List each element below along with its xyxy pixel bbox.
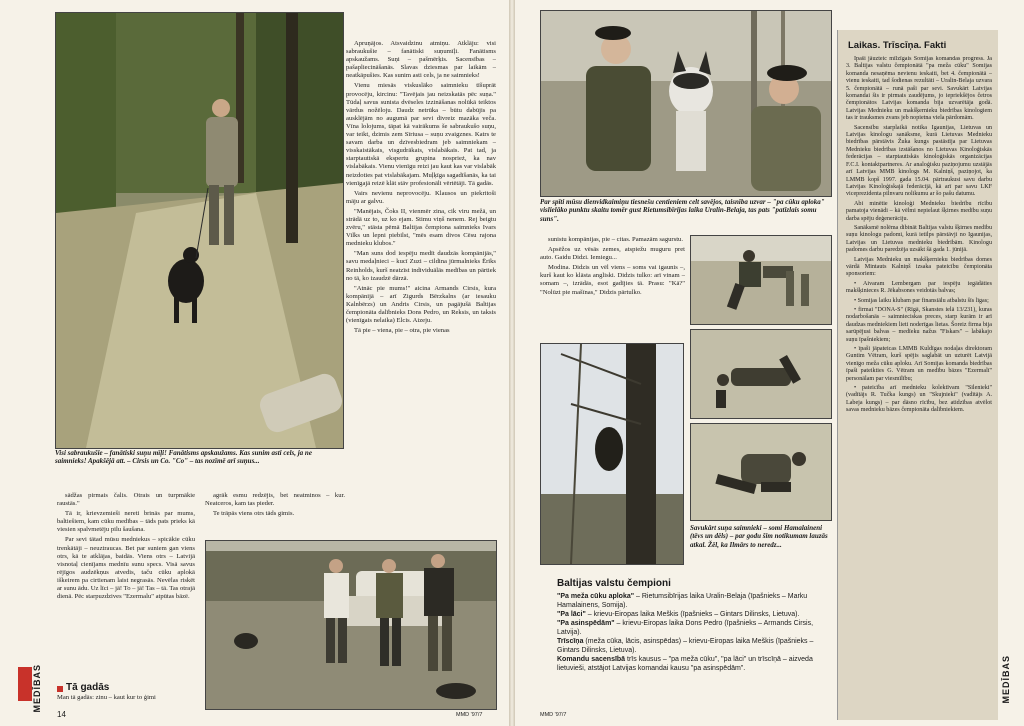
brand-color-block [18, 667, 32, 701]
champion-entry [557, 655, 837, 673]
forest-photo-illustration [56, 13, 343, 448]
champion-text: – Rietumsibīrijas laika Uralin-Belaja (īpašnieks – Marku Hamalainens, Somija). [557, 593, 808, 609]
photo-three-hunters [205, 540, 497, 710]
facts-sidebar [837, 30, 998, 720]
paragraph: • pateicība arī mednieku kolektīvam "Silenieki" (vadītājs R. Tučka kungs) un "Skujnieki" (vadītājs A. Labeja kungs) – par dāsno rīcību, bez atidzības atvēlot savas mednieku bāzes čempionāta dalībniekiem. [846, 385, 992, 414]
sidebar-title: Laikas. Trīscīņa. Fakti [848, 40, 947, 51]
paragraph: Sacensību starplaikā notika Igaunijas, Lietuvas un Latvijas kinologu sanāksme, kurā Lietuvas Mednieku biedrības pārstāvis Žuka kungs pastāstīja par Lietuvas Mednieku biedrības izstāšanos no Lietuvas Kinoloģiskās federācijas – starptautiskās kinoloģiskās organizācijas F.C.I. kontaktpartneres. Ar analoģisku paziņojumu uzstājās arī Latvijas MMB kinologs M. Kalniņš, paziņojot, ka LMMB kopš 1997. gada 15.04. pārtraukusi savu darbu Latvijas Kinoloģiskajā federācijā, kā arī par savu LKF viceprezidenta pilnvaru nolikumu ar šo pašu datumu. [846, 124, 992, 198]
photo-wrestling-1 [690, 235, 832, 325]
champion-text: trīs kausus – "pa meža cūku", "pa lāci" un trīscīņā – aizveda lietuvieši, atstājot Latvijas komandai kausu "pa asinspēdām". [557, 656, 813, 672]
paragraph: Īpaši jāuzteic mīlzīgais Somijas komandas progress. Ja 3. Baltijas valstu čempionātā "pa meža cūku" Somijas komanda nesaņēma nevienu ieskaiti, bet 4. čempionātā – vienu ieskaiti, tad šodienas rezultāti – Uralin-Belaja uzvara 5. čempionātā – runā paši par sevi. Savukārt Latvijas komandai šis ir pirmais zaudējums, jo iepriekšējos četros čempionātos Latvijas komanda bija uzvarētāja godā. Latvijas Mednieku un makšķernieku biedrības kinologiem tas ir trauksmes zvans jeb nopietna viela pārdomām. [846, 56, 992, 122]
champion-label: Komandu sacensībā [557, 656, 626, 663]
wrestling-photo-illustration [691, 236, 831, 324]
sidebar-text [846, 56, 992, 716]
paragraph: Apruņājos. Atsvaidzinu atmiņu. Atklāju: visi sabraukušie – fanātiski suņumīļi. Fanātisms apskaužams. Suņi – pašmērķis. Sacensības – pašapliecināšanās. Slavas dziesmas par laikām – neatkāpušies. Kas sunim asti cels, ja ne saimnieks! [346, 40, 496, 80]
champion-label: "Pa asinspēdām" [557, 620, 615, 627]
champion-text: – krievu-Eiropas laika Meškis (īpašnieks – Gintars Dilinsks, Lietuva). [585, 611, 800, 618]
photo-man-with-dog [55, 12, 344, 449]
photo-tree-with-hat [540, 343, 684, 565]
paragraph: Abi minētie kinoloģi Mednieku biedrību rīcību pamatoja vienādi – kā vēlmi nepielaut šķirnes medību suņu darba spēju deģenerāciju. [846, 200, 992, 222]
paragraph: Tā ir, krievzemieši nereti brinās par mums, baltiešiem, kam cūku medības – tāds pats prieks kā viesien spalvmetēju pilu šaušana. [57, 510, 195, 534]
husky-photo-illustration [541, 11, 831, 196]
paragraph: Tā pie – viena, pie – otra, pie vienas [354, 327, 450, 335]
left-article-column [346, 40, 496, 505]
paragraph: Sanāksmē nolēma dibināt Baltijas valstu šķirnes medību suņu kinologu padomi, kurā ietilps pārstāvji no Igaunijas, Latvijas un Lietuvas mednieku biedrībām. Kinologu padomes darbu paredzēja uzsākt šā gada 1. jūnijā. [846, 224, 992, 254]
paragraph: sunistu kompānijas, pie – citas. Pamazām sagurstu. [548, 236, 683, 243]
champion-entry [557, 610, 837, 619]
champion-text: (meža cūka, lācis, asinspēdas) – krievu-Eiropas laika Meškis (īpašnieks – Gintars Dilinsks, Lietuva). [557, 638, 814, 654]
paragraph: "Manējais, Čoks II, vienmēr zina, cik viru mežā, un strādā uz to, uz ko ejam. Stimu viņš nenem. Rej beigtu zvēru," stāsta pēmā Baltijas čempiona saimnieks Ivars Vilks un lepni piebilst, "mēs esam divos Cēsu rajona mednieku klubos." [346, 207, 496, 248]
photo-top-caption: Visi sabraukušie – fanātiski suņu mīļi! Fanātisms apskaužams. Kas sunim asti cels, ja ne saimnieks! Apakšējā att. – Cirsis un Co. "Co" – tas nozīmē arī suņus... [55, 449, 312, 466]
left-page [0, 0, 509, 726]
champion-entry [557, 619, 837, 637]
section-text: Man tā gadās: zinu – kaut kur to ģimi [57, 694, 156, 701]
paragraph: "Atnāc pie mums!" aicina Armands Cirsis, kura kompānijā – arī Zigurds Bērzkalns (ar iesauku Kalnbērzs) un Andris Cirsis, un pagājušā Baltijas čempionāta dalībnieks Dons Pedro, un Reksis, un taksis (vienīgais nelaika) Elcis. Aizeju. [346, 284, 496, 325]
paragraph: • īpaši jāpateicas LMMB Kuldīgas nodaļas direktoram Guntim Vētram, kurš spējis saglabāt un uzturēt Latvijā vienīgo meža cūku aploku. Arī Somijas komanda biedrības īpaši pateikties G. Vētram un medību bāzes "Ezermalī" personālam par viesmīlību; [846, 346, 992, 382]
champion-label: Trīscīņa [557, 638, 584, 645]
photo-wrestling-3 [690, 423, 832, 521]
section-title: Tā gadās [66, 682, 110, 693]
paragraph: • Somijas laiku klubam par finansiālu atbalstu šīs līgas; [854, 297, 989, 304]
paragraph: Vienu miesās viskusläko saimnieku tīšuprāt provocēju, kircinu: "Tavējais jau neizskatās pēc suņa." Tūdaļ savus sunista dvēseles izzināšanas nolūkā teiktos vārdus nožēloju. Daudz netrūka – būtu dabūjis pa ausklējām no augumā par sevi divreiz mazāka veča. Vīna lolojums, tāpat kā vairākums še sabraukušo suņu, var teikt, dzimis zem Sīriusa – suņu zvaigznes. Katrs te savam darba un dzīvesbiedram jeb saimniekam – visskaistākais, visgudrākais, vislabākais. Pat tad, ja starptautiskā ekspertu grupina nosprież, ka nav vislabākais. Vienu vienīgu reizi jau kaut kas var vislabāk neizdoties pat vislabākajam. Muļķīga sagadīšanās, ka tai vienīgajā reizē klāt stāv profesionāli vērtētāji. Tā gadās. [346, 82, 496, 187]
brand-vertical: MEDĪBAS [1001, 655, 1011, 704]
brand-vertical: MEDĪBAS [32, 664, 42, 713]
photo-wrestling-2 [690, 329, 832, 419]
champion-text: – krievu-Eiropas laika Dons Pedro (īpašnieks – Armands Cirsis, Latvija). [557, 620, 814, 636]
side-photo-caption: Savukārt suņa saimnieki – somi Hamalaineni (tēvs un dēls) – par godu šim notikumam lauzās atkal. Žēl, ka Ilmārs to neredz... [690, 524, 828, 549]
hunters-photo-illustration [206, 541, 496, 709]
paragraph: Apsēžos uz vēsās zemes, atspiežu muguru pret auto. Gaidu Didzi. Iemiegu... [540, 246, 685, 262]
footer-issue: MMD '97/7 [540, 712, 567, 718]
bottom-middle-column [205, 492, 345, 536]
page-number: 14 [57, 710, 66, 719]
paragraph: Latvijas Mednieku un makšķernieku biedrības domes vārdā Mintauts Kalniņš izsaka pateicību čempionāta sponsoriem: [846, 256, 992, 278]
right-page [515, 0, 1024, 726]
champion-label: "Pa lāci" [557, 611, 586, 618]
wrestling-photo-illustration [691, 424, 831, 520]
top-photo-caption: Par spīti mūsu dienvidkaimiņu tiesnešu centieniem celt savējos, taisnība uzvar – "pa cūku aploka" vislielāko punktu skaitu tomēr gust Rietumsibīrijas laika Uralin-Belaja, tas pats "patīzlais somu suns". [540, 198, 825, 223]
champions-title: Baltijas valstu čempioni [557, 578, 671, 589]
paragraph: agrāk esmu redzējis, bet neatminos – kur. Neatceros, kam tas pieder. [205, 492, 345, 508]
paragraph: Par sevi tātad mūsu medniekus – spicākie cūku trenkātāji – neuztraucas. Bet par suniem gan viens otrs, kā te atklājas, baidās. Viens otrs – Latvijā visnotaļ cienījams mednīu sunu specs. Visā savus rējīgos audzēkņus atvedis, taču cūku aplokā iškeirem pa cirtienam laist negrasās. Nevēlas riskēt ar sunu ādu. Uz līci – jā! To – jā! Tas – tā. Tas otrajā dienā. Pēc starpuzdzives "Ezermalu" atpūtas bāzē. [57, 536, 195, 601]
paragraph: Te trāpās viens otrs tāds gimis. [213, 510, 295, 518]
footer-issue: MMD '97/7 [456, 712, 483, 718]
paragraph: • Aivaram Lembergam par iespēju iegādāties makšķinieces R. Jēkabsones veidotās balvas; [846, 280, 992, 295]
paragraph: Modina. Didzis un vēl viens – soms vai igaunis –, kurš kaut ko klāsta angliski. Didzis tulko: arī vinam – somam –, izrādās, esot gadījies tā. Prasu: "Kā?" "Nolūzt pie mašīnas," Didzis pārtulko. [540, 264, 685, 296]
paragraph: sādžas pirmais čalis. Otrais un turpmākie raustās." [57, 492, 195, 508]
champion-label: "Pa meža cūku aploka" [557, 593, 635, 600]
champion-entry [557, 637, 837, 655]
paragraph: "Man suns dod iespēju medīt daudzās kompānijās," savu medaļnieci – kucī Zuzi – cildina jūrmalnieks Ēriks Reinholds, kurš neatzīst individuālās medības un pārtiek no tā, ko izaudzē dārzā. [346, 250, 496, 282]
paragraph: • firmai "DONA-S" (Rīgā, Skanstes ielā 13/231), kuras nodarbošanās – saimnieciskas preces, starp kurām ir arī daudzas medniekiem lieti noderīgas lietas. Šoreiz firma bija sarūpējusi balvas – medīeku nažus "Fiskars" – labākajo suņu īpašniekiem; [846, 307, 992, 343]
photo-men-with-husky [540, 10, 832, 197]
section-marker-icon [57, 686, 63, 692]
paragraph: Vairs nevienu neprovocēju. Klausos un piekritoši māju ar galvu. [346, 189, 496, 205]
right-article-column [540, 236, 685, 331]
bottom-left-column [57, 492, 195, 676]
tree-photo-illustration [541, 344, 683, 564]
wrestling-photo-illustration [691, 330, 831, 418]
champions-list [557, 592, 837, 707]
champion-entry [557, 592, 837, 610]
